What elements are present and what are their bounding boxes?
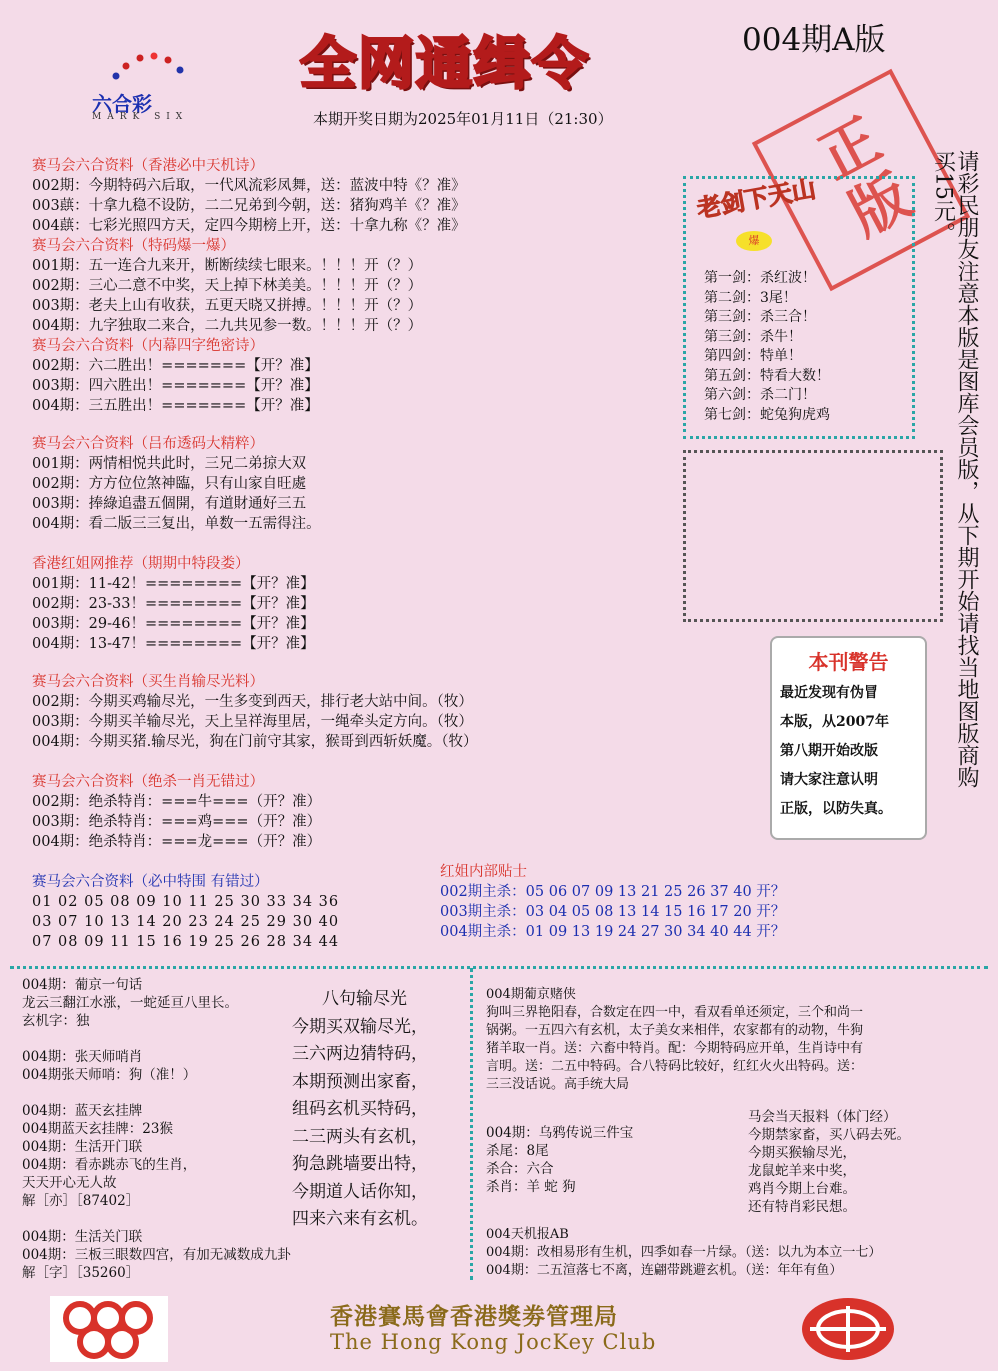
list-item: 004期：看二版三三复出，单数一五需得注。 — [32, 516, 321, 532]
divider — [470, 968, 473, 1280]
list-item: 002期：方方位位煞神臨，只有山家自旺處 — [32, 476, 307, 492]
list-item: 正版，以防失真。 — [780, 801, 892, 817]
block-lantian — [22, 1102, 196, 1210]
list-item: 004期：二五渲落七不离，连翩带跳避玄机。（送：年年有鱼） — [486, 1263, 843, 1278]
list-item: 003期：29-46！========【开？准】 — [32, 616, 315, 632]
list-item: 004蕻：七彩光照四方天，定四今期榜上开，送：十拿九称《？准》 — [32, 218, 466, 234]
list-item: 002期：今期买鸡输尽光，一生多变到西天，排行老大站中间。（牧） — [32, 694, 473, 710]
list-item: 004期：今期买猪.输尽光，狗在门前守其家，猴哥到西斩妖魔。（牧） — [32, 734, 478, 750]
list-item: 001期：五一连合九来开，断断续续七眼来。！！！开（？） — [32, 258, 423, 274]
list-item: 004期：蓝天玄挂牌 — [22, 1103, 143, 1119]
block-tianji-ab — [486, 1226, 881, 1280]
list-item: 004期：生活开门联 — [22, 1139, 143, 1155]
list-item: 锅粥。一五四六有玄机，太子美女来相伴，农家都有的动物，牛狗 — [486, 1023, 864, 1038]
section-neimu — [32, 336, 319, 416]
list-item: 004期：三五胜出！=======【开？准】 — [32, 398, 319, 414]
list-item: 猪羊取一肖。送：六畜中特肖。配：今期特码应开单，生肖诗中有 — [486, 1041, 864, 1056]
list-item: 请大家注意认明 — [780, 772, 878, 788]
list-item: 003期：四六胜出！=======【开？准】 — [32, 378, 319, 394]
block-guanmen — [22, 1228, 291, 1282]
section-juesha — [32, 772, 321, 852]
warning-card — [770, 636, 927, 840]
section-title: 赛马会六合资料（必中特围 有错过） — [32, 874, 269, 890]
list-item: 本期预测出家畜， — [292, 1071, 428, 1092]
list-item: 狗急跳墙要出特， — [292, 1154, 428, 1174]
list-item: 03 07 10 13 14 20 23 24 25 29 30 40 — [32, 914, 340, 930]
page-title: 全网通缉令 — [300, 32, 590, 97]
list-item: 鸡肖今期上台难。 — [748, 1181, 856, 1197]
list-item: 004期：13-47！========【开？准】 — [32, 636, 315, 652]
footer-cn: 香港賽馬會香港獎劵管理局 — [330, 1303, 618, 1330]
issue-label: 004期A版 — [742, 22, 886, 58]
list-item: 07 08 09 11 15 16 19 25 26 28 34 44 — [32, 934, 340, 950]
list-item: 本版，从2007年 — [780, 714, 889, 730]
section-tianji — [32, 156, 466, 236]
list-item: 第四剑：特单！ — [704, 348, 802, 364]
list-item: 002期：三心二意不中奖，天上掉下林美美。！！！开（？） — [32, 278, 423, 294]
poem-title: 八句输尽光 — [322, 989, 407, 1009]
section-title: 赛马会六合资料（香港必中天机诗） — [32, 158, 264, 174]
list-item: 今期道人话你知， — [292, 1181, 428, 1202]
block-dushia — [486, 986, 863, 1094]
section-title: 赛马会六合资料（绝杀一肖无错过） — [32, 774, 264, 790]
lottery-seal-icon — [800, 1296, 896, 1362]
list-item: 002期：绝杀特肖：===牛===（开？准） — [32, 794, 322, 810]
list-item: 004期：生活关门联 — [22, 1229, 143, 1245]
list-item: 第一剑：杀红波！ — [704, 270, 816, 286]
list-item: 二三两头有玄机， — [292, 1126, 428, 1147]
list-item: 龙鼠蛇羊来中奖， — [748, 1163, 856, 1179]
list-item: 组码玄机买特码， — [292, 1099, 428, 1119]
list-item: 004期：改相易形有生机，四季如春一片绿。（送：以九为本立一七） — [486, 1245, 882, 1260]
list-item: 001期：两情相悦共此时，三兄二弟掠大双 — [32, 456, 307, 472]
list-item: 还有特肖彩民想。 — [748, 1199, 856, 1215]
list-item: 龙云三翻江水涨，一蛇延亘八里长。 — [22, 995, 238, 1011]
list-item: 004期蓝天玄挂牌：23猴 — [22, 1121, 173, 1137]
list-item: 最近发现有伪冒 — [780, 685, 878, 701]
list-item: 马会当天报料（体门经） — [748, 1109, 897, 1125]
list-item: 003期：捧綠追盡五個開，有道財通好三五 — [32, 496, 307, 512]
list-item: 玄机字：独 — [22, 1013, 90, 1029]
list-item: 004期：乌鸦传说三件宝 — [486, 1125, 634, 1141]
list-item: 言明。送：二五中特码。合八特码比较好，红红火火出特码。送： — [486, 1059, 864, 1074]
logo-text: 六合彩 — [92, 92, 152, 116]
logo-subtext: MARK SIX — [92, 112, 189, 122]
list-item: 三三没话说。高手统大局 — [486, 1077, 630, 1092]
sword-panel — [683, 176, 915, 439]
member-notice: 请彩民朋友注意本版是图库会员版，从下期开始请找当地图版商购买15元。 — [930, 150, 979, 788]
draw-date: 本期开奖日期为2025年01月11日（21:30） — [313, 110, 613, 128]
list-item: 003期：绝杀特肖：===鸡===（开？准） — [32, 814, 322, 830]
genuine-stamp: 正版 — [752, 69, 970, 292]
section-title: 赛马会六合资料（内幕四字绝密诗） — [32, 338, 264, 354]
list-item: 003期：老夫上山有收获，五更天晓又拼搏。！！！开（？） — [32, 298, 423, 314]
section-tewei — [32, 872, 339, 952]
list-item: 002期：六二胜出！=======【开？准】 — [32, 358, 319, 374]
list-item: 第二剑：3尾！ — [704, 289, 797, 306]
list-item: 解［字］［35260］ — [22, 1265, 140, 1281]
section-shengxiao — [32, 672, 478, 752]
list-item: 002期：23-33！========【开？准】 — [32, 596, 315, 612]
section-title: 香港红姐网推荐（期期中特段娄） — [32, 556, 250, 572]
block-pujing-word — [22, 976, 238, 1030]
poem-block — [292, 986, 428, 1234]
list-item: 第三剑：杀牛！ — [704, 328, 802, 345]
list-item: 杀尾：8尾 — [486, 1143, 549, 1159]
list-item: 第三剑：杀三合！ — [704, 309, 816, 325]
list-item: 01 02 05 08 09 10 11 25 30 33 34 36 — [32, 894, 340, 910]
list-item: 今期买猴输尽光， — [748, 1145, 856, 1161]
list-item: 杀肖：羊 蛇 狗 — [486, 1179, 576, 1195]
list-item: 003期主杀：03 04 05 08 13 14 15 16 17 20 开？ — [440, 904, 786, 920]
block-tianshi — [22, 1048, 196, 1084]
divider — [10, 966, 988, 969]
footer-en: The Hong Kong JocKey Club — [330, 1330, 657, 1354]
section-tema — [32, 236, 422, 336]
list-item: 004期主杀：01 09 13 19 24 27 30 34 40 44 开？ — [440, 924, 786, 940]
list-item: 第六剑：杀二门！ — [704, 387, 816, 403]
list-item: 004期张天师哨：狗（准！） — [22, 1067, 197, 1083]
section-hongjie — [32, 554, 315, 654]
list-item: 002期主杀：05 06 07 09 13 21 25 26 37 40 开？ — [440, 884, 786, 900]
list-item: 002期：今期特码六后取，一代风流彩凤舞，送：蓝波中特《？准》 — [32, 178, 466, 194]
list-item: 今期买双输尽光， — [292, 1016, 428, 1037]
list-item: 四来六来有玄机。 — [292, 1209, 428, 1229]
list-item: 第八期开始改版 — [780, 743, 878, 759]
list-item: 003蕻：十拿九稳不设防，二二兄弟到今朝，送：猪狗鸡羊《？准》 — [32, 198, 466, 214]
list-item: 天天开心无人故 — [22, 1175, 117, 1191]
section-title: 赛马会六合资料（买生肖输尽光料） — [32, 674, 264, 690]
warning-title: 本刊警告 — [808, 650, 889, 674]
list-item: 004期：九字独取二来合，二九共见参一数。！！！开（？） — [32, 318, 423, 334]
section-lvbu — [32, 434, 321, 534]
sword-lines — [704, 269, 830, 425]
list-item: 杀合：六合 — [486, 1161, 554, 1177]
list-item: 今期禁家畜，买八码去死。 — [748, 1127, 910, 1143]
list-item: 001期：11-42！========【开？准】 — [32, 576, 315, 592]
burst-badge: 爆 — [736, 231, 772, 251]
list-item: 三六两边猜特码， — [292, 1044, 428, 1064]
list-item: 004期：葡京一句话 — [22, 977, 143, 993]
list-item: 第七剑：蛇兔狗虎鸡 — [704, 406, 830, 423]
list-item: 004期：张天师哨肖 — [22, 1049, 143, 1065]
list-item: 第五剑：特看大数！ — [704, 367, 830, 384]
list-item: 004期：三板三眼数四宫，有加无减数成九卦 — [22, 1247, 291, 1263]
redjie-tips — [440, 862, 785, 942]
section-title: 红姐内部贴士 — [440, 864, 527, 880]
section-title: 赛马会六合资料（吕布透码大精粹） — [32, 436, 264, 452]
sword-title: 老剑下天山 — [694, 174, 818, 224]
list-item: 004期：看赤跳赤飞的生肖， — [22, 1157, 197, 1173]
list-item: 004期葡京赌侠 — [486, 987, 576, 1002]
list-item: 解［亦］［87402］ — [22, 1193, 140, 1209]
empty-dotted-box — [683, 450, 943, 622]
list-item: 狗叫三界艳阳春，合数定在四一中，看双看单还须定，三个和尚一 — [486, 1005, 864, 1020]
block-wuya — [486, 1124, 633, 1196]
block-maohui — [748, 1108, 910, 1216]
list-item: 004期：绝杀特肖：===龙===（开？准） — [32, 834, 322, 850]
list-item: 004天机报AB — [486, 1227, 569, 1242]
section-title: 赛马会六合资料（特码爆一爆） — [32, 238, 235, 254]
jockey-club-logo — [50, 1296, 168, 1362]
list-item: 003期：今期买羊输尽光，天上呈祥海里居，一绳牵头定方向。（牧） — [32, 714, 473, 730]
